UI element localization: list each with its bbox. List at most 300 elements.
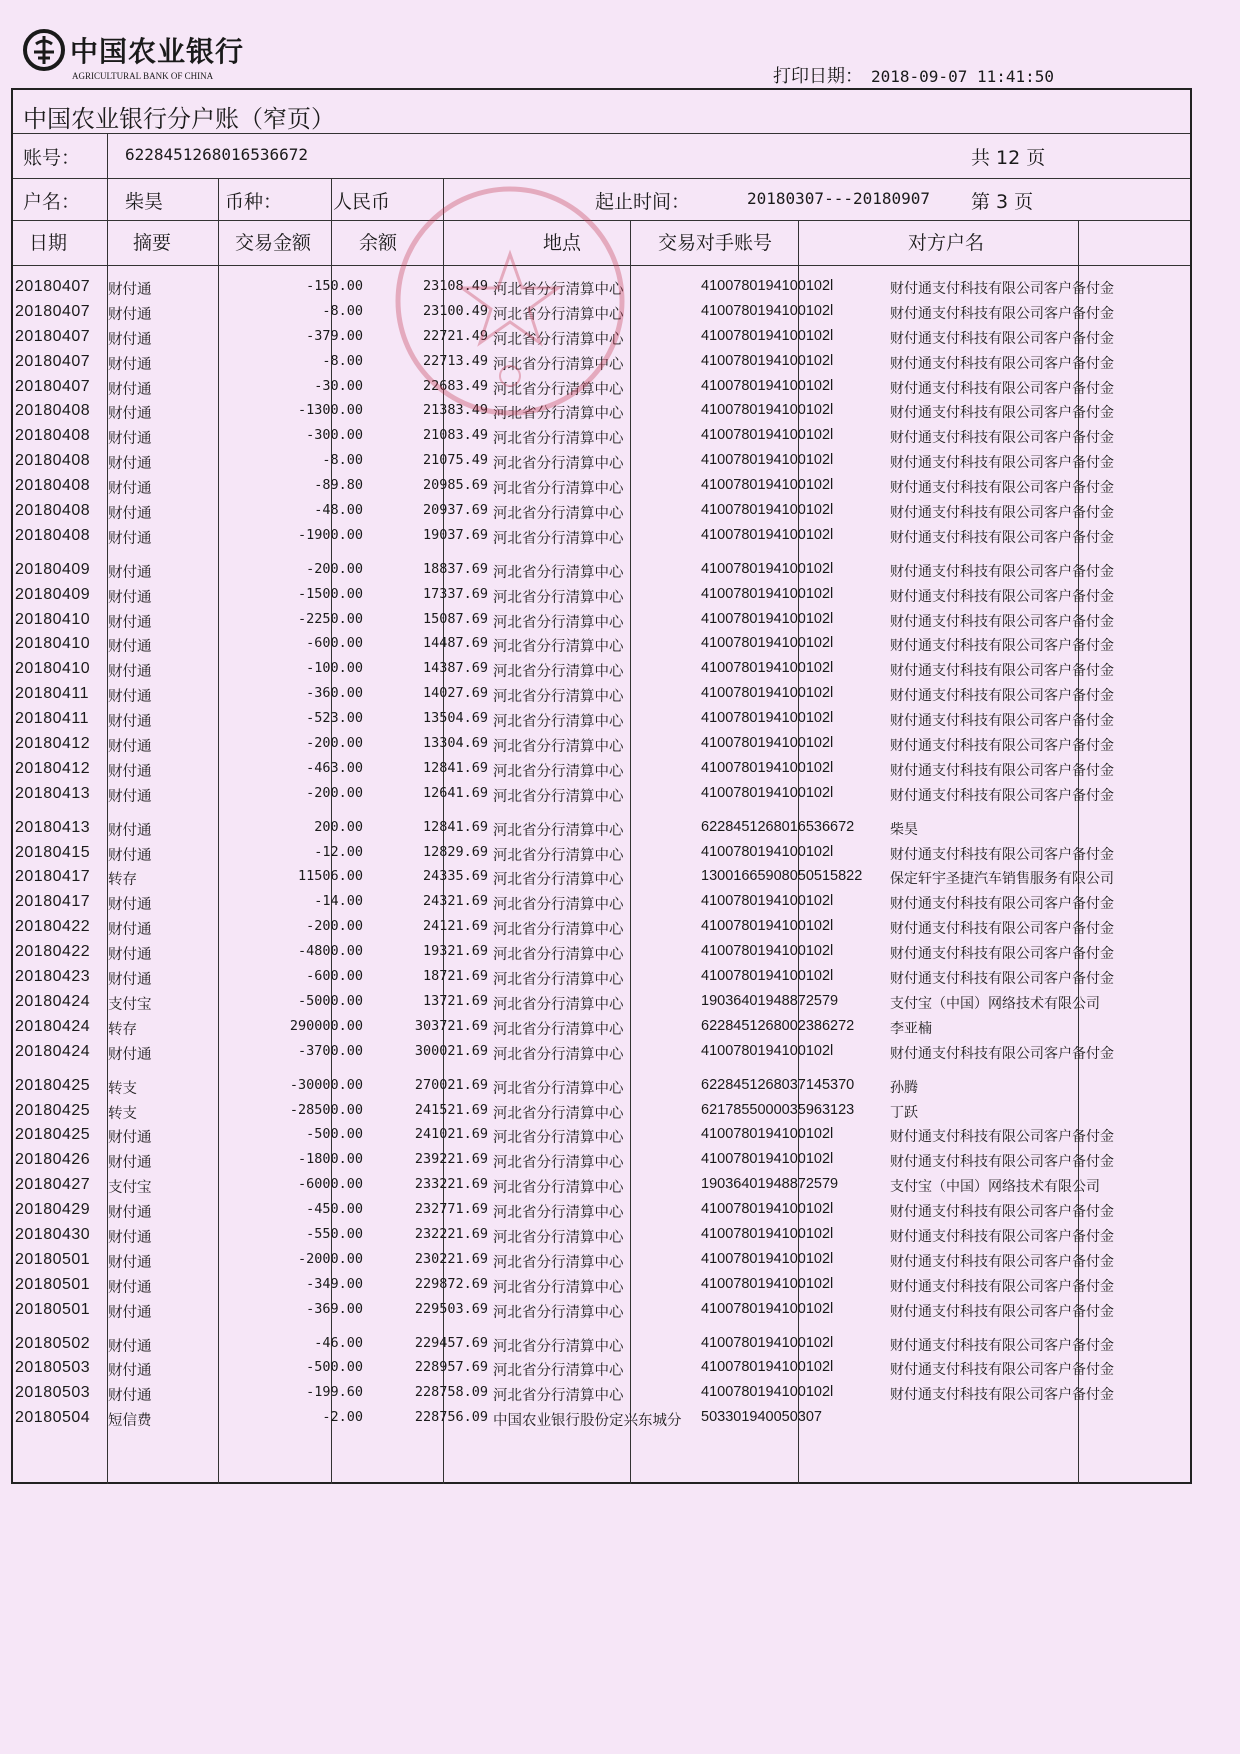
row-counterparty-account: 4100780194100102l: [701, 585, 834, 602]
row-counterparty-account: 4100780194100102l: [701, 784, 834, 801]
row-location: 河北省分行清算中心: [493, 1279, 624, 1296]
row-date: 20180425: [15, 1126, 91, 1144]
row-balance: 14387.69: [422, 660, 488, 677]
row-amount: -8.00: [322, 302, 363, 319]
row-counterparty-name: 丁跃: [890, 1104, 918, 1121]
row-balance: 12829.69: [422, 843, 488, 860]
row-amount: -100.00: [306, 660, 363, 677]
row-summary: 财付通: [108, 456, 152, 473]
row-location: 河北省分行清算中心: [493, 456, 624, 473]
row-counterparty-account: 6228451268037145370: [701, 1076, 855, 1093]
table-row: [13, 499, 1190, 524]
row-summary: 财付通: [108, 1254, 152, 1271]
row-location: 河北省分行清算中心: [493, 1021, 624, 1038]
row-counterparty-name: 财付通支付科技有限公司客户备付金: [890, 355, 1114, 372]
row-counterparty-name: 财付通支付科技有限公司客户备付金: [890, 563, 1114, 580]
row-amount: -89.80: [314, 477, 363, 494]
row-date: 20180430: [15, 1225, 91, 1243]
statement-sheet: [11, 88, 1192, 1484]
row-date: 20180412: [15, 735, 91, 753]
row-location: 河北省分行清算中心: [493, 1205, 624, 1222]
row-date: 20180422: [15, 918, 91, 936]
col-header-summary: 摘要: [133, 232, 172, 254]
row-counterparty-account: 4100780194100102l: [701, 1384, 834, 1401]
row-summary: 财付通: [108, 589, 152, 606]
row-balance: 19321.69: [422, 943, 488, 960]
row-summary: 财付通: [108, 1229, 152, 1246]
row-balance: 23100.49: [422, 302, 488, 319]
table-row: [13, 1099, 1190, 1124]
row-counterparty-account: 4100780194100102l: [701, 427, 834, 444]
row-summary: 财付通: [108, 381, 152, 398]
row-balance: 241521.69: [414, 1101, 488, 1118]
row-location: 河北省分行清算中心: [493, 1105, 624, 1122]
row-summary: 财付通: [108, 739, 152, 756]
row-counterparty-account: 1903640194887257​9: [701, 992, 839, 1009]
row-counterparty-account: 4100780194100102l: [701, 635, 834, 652]
row-location: 河北省分行清算中心: [493, 664, 624, 681]
row-date: 20180408: [15, 477, 91, 495]
row-balance: 22713.49: [422, 352, 488, 369]
row-amount: -463.00: [306, 759, 363, 776]
row-counterparty-name: 财付通支付科技有限公司客户备付金: [890, 588, 1114, 605]
table-row: [13, 424, 1190, 449]
print-date-value: 2018-09-07 11:41:50: [871, 67, 1055, 86]
row-counterparty-name: 财付通支付科技有限公司客户备付金: [890, 480, 1114, 497]
row-summary: 财付通: [108, 664, 152, 681]
abc-logo-icon: [22, 28, 66, 72]
row-counterparty-account: 4100780194100102l: [701, 327, 834, 344]
row-location: 河北省分行清算中心: [493, 381, 624, 398]
row-balance: 239221.69: [414, 1151, 488, 1168]
row-amount: -500.00: [306, 1359, 363, 1376]
row-location: 河北省分行清算中心: [493, 1229, 624, 1246]
row-summary: 财付通: [108, 897, 152, 914]
statement-title: 中国农业银行分户账（窄页）: [23, 105, 335, 133]
table-row: [13, 632, 1190, 657]
row-balance: 241021.69: [414, 1126, 488, 1143]
row-summary: 支付宝: [108, 1180, 152, 1197]
row-balance: 229457.69: [414, 1334, 488, 1351]
table-row: [13, 1015, 1190, 1040]
row-amount: -1500.00: [297, 585, 363, 602]
row-counterparty-name: 财付通支付科技有限公司客户备付金: [890, 1228, 1114, 1245]
row-counterparty-account: 4100780194100102l: [701, 893, 834, 910]
row-amount: 200.00: [314, 818, 363, 835]
row-summary: 财付通: [108, 1338, 152, 1355]
row-amount: -46.00: [314, 1334, 363, 1351]
row-amount: -6000.00: [297, 1176, 363, 1193]
print-date-label: 打印日期：: [773, 66, 863, 87]
row-date: 20180501: [15, 1275, 91, 1293]
row-counterparty-name: 财付通支付科技有限公司客户备付金: [890, 1129, 1114, 1146]
row-summary: 财付通: [108, 431, 152, 448]
row-counterparty-account: 4100780194100102l: [701, 943, 834, 960]
row-date: 20180412: [15, 759, 91, 777]
row-location: 河北省分行清算中心: [493, 714, 624, 731]
row-date: 20180409: [15, 585, 91, 603]
row-counterparty-name: 财付通支付科技有限公司客户备付金: [890, 1362, 1114, 1379]
row-summary: 财付通: [108, 822, 152, 839]
row-location: 河北省分行清算中心: [493, 331, 624, 348]
row-summary: 财付通: [108, 356, 152, 373]
row-counterparty-account: 4100780194100102l: [701, 278, 834, 294]
period-value: 20180307---20180907: [747, 189, 931, 208]
table-row: [13, 375, 1190, 400]
row-summary: 财付通: [108, 714, 152, 731]
row-balance: 24335.69: [422, 868, 488, 885]
row-date: 20180407: [15, 278, 91, 295]
row-counterparty-name: 财付通支付科技有限公司客户备付金: [890, 380, 1114, 397]
owner-name: 柴昊: [125, 191, 164, 213]
row-date: 20180426: [15, 1151, 91, 1169]
row-date: 20180427: [15, 1176, 91, 1194]
row-summary: 支付宝: [108, 996, 152, 1013]
row-summary: 财付通: [108, 1155, 152, 1172]
row-amount: -12.00: [314, 843, 363, 860]
row-location: 河北省分行清算中心: [493, 406, 624, 423]
row-amount: -500.00: [306, 1126, 363, 1143]
row-counterparty-account: 4100780194100102l: [701, 477, 834, 494]
row-balance: 228756.09: [414, 1409, 488, 1426]
row-balance: 22721.49: [422, 327, 488, 344]
row-counterparty-name: 李亚楠: [890, 1020, 932, 1037]
table-row: [13, 865, 1190, 890]
table-row: [13, 732, 1190, 757]
row-balance: 229503.69: [414, 1300, 488, 1317]
row-counterparty-name: 财付通支付科技有限公司客户备付金: [890, 1303, 1114, 1320]
row-balance: 21083.49: [422, 427, 488, 444]
rule: [331, 178, 332, 220]
row-amount: -550.00: [306, 1225, 363, 1242]
table-row: [13, 940, 1190, 965]
row-balance: 270021.69: [414, 1076, 488, 1093]
row-summary: 财付通: [108, 481, 152, 498]
row-amount: -450.00: [306, 1201, 363, 1218]
row-date: 20180429: [15, 1201, 91, 1219]
row-amount: -3700.00: [297, 1042, 363, 1059]
row-date: 20180409: [15, 560, 91, 578]
row-location: 河北省分行清算中心: [493, 1304, 624, 1321]
row-location: 河北省分行清算中心: [493, 1363, 624, 1380]
table-row: [13, 1223, 1190, 1248]
row-counterparty-name: 财付通支付科技有限公司客户备付金: [890, 1204, 1114, 1221]
row-location: 河北省分行清算中心: [493, 614, 624, 631]
row-amount: -200.00: [306, 918, 363, 935]
row-location: 河北省分行清算中心: [493, 639, 624, 656]
row-date: 20180413: [15, 784, 91, 802]
row-counterparty-name: 财付通支付科技有限公司客户备付金: [890, 638, 1114, 655]
row-date: 20180410: [15, 660, 91, 678]
table-row: [13, 558, 1190, 583]
row-amount: -199.60: [306, 1384, 363, 1401]
row-counterparty-name: 财付通支付科技有限公司客户备付金: [890, 430, 1114, 447]
table-row: [13, 449, 1190, 474]
row-amount: -523.00: [306, 710, 363, 727]
rule: [13, 220, 1190, 221]
row-counterparty-account: 4100780194100102l: [701, 843, 834, 860]
row-counterparty-account: 4100780194100102l: [701, 1250, 834, 1267]
row-balance: 14027.69: [422, 685, 488, 702]
row-location: 河北省分行清算中心: [493, 1254, 624, 1271]
row-balance: 24121.69: [422, 918, 488, 935]
row-counterparty-name: 财付通支付科技有限公司客户备付金: [890, 305, 1114, 322]
row-summary: 财付通: [108, 1279, 152, 1296]
row-summary: 财付通: [108, 331, 152, 348]
table-row: [13, 1332, 1190, 1357]
row-amount: -4800.00: [297, 943, 363, 960]
row-location: 河北省分行清算中心: [493, 564, 624, 581]
row-counterparty-account: 4100780194100102l: [701, 685, 834, 702]
row-amount: -8.00: [322, 352, 363, 369]
row-counterparty-name: 财付通支付科技有限公司客户备付金: [890, 455, 1114, 472]
row-counterparty-name: 财付通支付科技有限公司客户备付金: [890, 663, 1114, 680]
row-date: 20180424: [15, 1017, 91, 1035]
row-date: 20180422: [15, 943, 91, 961]
currency-value: 人民币: [333, 191, 391, 213]
row-counterparty-account: 13001665908050515822: [701, 868, 863, 885]
table-row: [13, 524, 1190, 549]
row-date: 20180503: [15, 1384, 91, 1402]
row-summary: 财付通: [108, 689, 152, 706]
row-counterparty-name: 财付通支付科技有限公司客户备付金: [890, 330, 1114, 347]
row-counterparty-name: 财付通支付科技有限公司客户备付金: [890, 738, 1114, 755]
row-date: 20180424: [15, 992, 91, 1010]
row-amount: -48.00: [314, 502, 363, 519]
row-date: 20180407: [15, 377, 91, 395]
row-counterparty-account: 4100780194100102l: [701, 1300, 834, 1317]
row-location: 河北省分行清算中心: [493, 996, 624, 1013]
col-header-balance: 余额: [359, 232, 398, 254]
col-header-amount: 交易金额: [235, 232, 312, 254]
row-date: 20180417: [15, 868, 91, 886]
row-amount: 290000.00: [289, 1017, 363, 1034]
row-amount: -300.00: [306, 427, 363, 444]
row-counterparty-account: 4100780194100102l: [701, 402, 834, 419]
row-balance: 18721.69: [422, 968, 488, 985]
row-counterparty-account: 4100780194100102l: [701, 502, 834, 519]
row-amount: -360.00: [306, 685, 363, 702]
row-balance: 17337.69: [422, 585, 488, 602]
row-date: 20180425: [15, 1101, 91, 1119]
row-balance: 21075.49: [422, 452, 488, 469]
row-summary: 财付通: [108, 506, 152, 523]
col-header-date: 日期: [29, 232, 68, 254]
row-counterparty-account: 503301940050307: [701, 1409, 822, 1426]
row-counterparty-name: 财付通支付科技有限公司客户备付金: [890, 971, 1114, 988]
table-row: [13, 1356, 1190, 1381]
row-amount: -5000.00: [297, 992, 363, 1009]
row-date: 20180408: [15, 427, 91, 445]
row-location: 河北省分行清算中心: [493, 788, 624, 805]
total-pages: 共 12 页: [971, 147, 1046, 169]
account-label: 账号：: [23, 147, 81, 169]
row-balance: 20937.69: [422, 502, 488, 519]
bank-name-en: AGRICULTURAL BANK OF CHINA: [72, 71, 214, 81]
row-summary: 财付通: [108, 1388, 152, 1405]
row-balance: 303721.69: [414, 1017, 488, 1034]
row-counterparty-name: 财付通支付科技有限公司客户备付金: [890, 946, 1114, 963]
row-location: 河北省分行清算中心: [493, 1338, 624, 1355]
row-counterparty-account: 4100780194100102l: [701, 1151, 834, 1168]
row-date: 20180502: [15, 1334, 91, 1352]
row-counterparty-name: 财付通支付科技有限公司客户备付金: [890, 896, 1114, 913]
row-counterparty-account: 4100780194100102l: [701, 1126, 834, 1143]
row-summary: 转支: [108, 1080, 137, 1097]
rule: [107, 133, 108, 178]
row-date: 20180503: [15, 1359, 91, 1377]
period-label: 起止时间：: [595, 191, 691, 213]
row-date: 20180425: [15, 1076, 91, 1094]
row-location: 中国农业银行股份定兴东城分: [493, 1413, 682, 1430]
row-counterparty-name: 柴昊: [890, 821, 918, 838]
row-counterparty-name: 保定轩宇圣捷汽车销售服务有限公司: [890, 871, 1114, 888]
row-summary: 财付通: [108, 306, 152, 323]
row-summary: 财付通: [108, 564, 152, 581]
row-counterparty-account: 4100780194100102l: [701, 1042, 834, 1059]
row-location: 河北省分行清算中心: [493, 822, 624, 839]
row-summary: 财付通: [108, 530, 152, 547]
table-row: [13, 757, 1190, 782]
row-amount: -349.00: [306, 1275, 363, 1292]
row-location: 河北省分行清算中心: [493, 972, 624, 989]
row-counterparty-name: 财付通支付科技有限公司客户备付金: [890, 1253, 1114, 1270]
row-location: 河北省分行清算中心: [493, 763, 624, 780]
currency-label: 币种：: [225, 191, 283, 213]
row-summary: 财付通: [108, 763, 152, 780]
table-row: [13, 1173, 1190, 1198]
row-counterparty-name: 财付通支付科技有限公司客户备付金: [890, 613, 1114, 630]
row-balance: 21383.49: [422, 402, 488, 419]
row-date: 20180417: [15, 893, 91, 911]
row-amount: -1300.00: [297, 402, 363, 419]
row-balance: 18837.69: [422, 560, 488, 577]
row-location: 河北省分行清算中心: [493, 739, 624, 756]
row-counterparty-account: 4100780194100102l: [701, 352, 834, 369]
row-summary: 财付通: [108, 1304, 152, 1321]
row-balance: 23108.49: [422, 278, 488, 294]
row-location: 河北省分行清算中心: [493, 947, 624, 964]
row-date: 20180424: [15, 1042, 91, 1060]
row-balance: 232771.69: [414, 1201, 488, 1218]
row-amount: -30000.00: [289, 1076, 363, 1093]
table-row: [13, 1298, 1190, 1323]
row-amount: -200.00: [306, 735, 363, 752]
row-date: 20180410: [15, 635, 91, 653]
row-location: 河北省分行清算中心: [493, 1388, 624, 1405]
row-counterparty-name: 财付通支付科技有限公司客户备付金: [890, 405, 1114, 422]
table-row: [13, 275, 1190, 300]
row-date: 20180411: [15, 710, 89, 728]
row-balance: 230221.69: [414, 1250, 488, 1267]
row-amount: -8.00: [322, 452, 363, 469]
row-counterparty-account: 4100780194100102l: [701, 660, 834, 677]
row-balance: 22683.49: [422, 377, 488, 394]
row-counterparty-name: 财付通支付科技有限公司客户备付金: [890, 505, 1114, 522]
row-summary: 财付通: [108, 847, 152, 864]
row-counterparty-account: 4100780194100102l: [701, 1275, 834, 1292]
account-number: 6228451268016536672: [125, 145, 309, 164]
row-amount: -200.00: [306, 784, 363, 801]
table-row: [13, 1381, 1190, 1406]
row-summary: 转存: [108, 872, 137, 889]
row-balance: 12641.69: [422, 784, 488, 801]
row-balance: 15087.69: [422, 610, 488, 627]
row-amount: -28500.00: [289, 1101, 363, 1118]
row-counterparty-account: 4100780194100102l: [701, 1359, 834, 1376]
page-number: 第 3 页: [971, 191, 1034, 213]
row-date: 20180407: [15, 352, 91, 370]
table-row: [13, 915, 1190, 940]
bank-name-cn: 中国农业银行: [70, 35, 245, 68]
row-counterparty-name: 财付通支付科技有限公司客户备付金: [890, 787, 1114, 804]
table-row: [13, 1148, 1190, 1173]
row-counterparty-name: 财付通支付科技有限公司客户备付金: [890, 1154, 1114, 1171]
row-summary: 财付通: [108, 947, 152, 964]
row-balance: 12841.69: [422, 818, 488, 835]
row-balance: 14487.69: [422, 635, 488, 652]
row-counterparty-name: 财付通支付科技有限公司客户备付金: [890, 1337, 1114, 1354]
table-row: [13, 816, 1190, 841]
table-row: [13, 990, 1190, 1015]
row-location: 河北省分行清算中心: [493, 1155, 624, 1172]
row-location: 河北省分行清算中心: [493, 589, 624, 606]
row-location: 河北省分行清算中心: [493, 897, 624, 914]
row-counterparty-account: 6228451268002386272: [701, 1017, 855, 1034]
row-location: 河北省分行清算中心: [493, 306, 624, 323]
row-location: 河北省分行清算中心: [493, 847, 624, 864]
row-counterparty-account: 4100780194100102l: [701, 560, 834, 577]
rule: [107, 178, 108, 220]
row-balance: 12841.69: [422, 759, 488, 776]
row-location: 河北省分行清算中心: [493, 431, 624, 448]
row-date: 20180408: [15, 526, 91, 544]
row-date: 20180504: [15, 1409, 91, 1427]
row-summary: 转存: [108, 1021, 137, 1038]
row-counterparty-name: 财付通支付科技有限公司客户备付金: [890, 921, 1114, 938]
row-counterparty-account: 4100780194100102l: [701, 526, 834, 543]
row-summary: 财付通: [108, 788, 152, 805]
row-balance: 20985.69: [422, 477, 488, 494]
table-row: [13, 325, 1190, 350]
row-counterparty-account: 6228451268016536672: [701, 818, 855, 835]
row-counterparty-name: 财付通支付科技有限公司客户备付金: [890, 281, 1114, 297]
row-location: 河北省分行清算中心: [493, 356, 624, 373]
col-header-counterparty-name: 对方户名: [908, 232, 985, 254]
row-summary: 短信费: [108, 1413, 152, 1430]
row-date: 20180413: [15, 818, 91, 836]
row-date: 20180408: [15, 402, 91, 420]
row-balance: 13504.69: [422, 710, 488, 727]
row-summary: 财付通: [108, 1363, 152, 1380]
row-summary: 财付通: [108, 406, 152, 423]
table-row: [13, 682, 1190, 707]
row-amount: -1800.00: [297, 1151, 363, 1168]
row-location: 河北省分行清算中心: [493, 1046, 624, 1063]
rule: [13, 265, 1190, 266]
row-counterparty-name: 孙腾: [890, 1079, 918, 1096]
row-summary: 财付通: [108, 282, 152, 298]
row-date: 20180423: [15, 968, 91, 986]
table-row: [13, 1123, 1190, 1148]
row-balance: 232221.69: [414, 1225, 488, 1242]
table-row: [13, 300, 1190, 325]
row-summary: 财付通: [108, 614, 152, 631]
row-location: 河北省分行清算中心: [493, 922, 624, 939]
row-amount: -150.00: [306, 278, 363, 294]
row-amount: 11506.00: [297, 868, 363, 885]
row-amount: -379.00: [306, 327, 363, 344]
